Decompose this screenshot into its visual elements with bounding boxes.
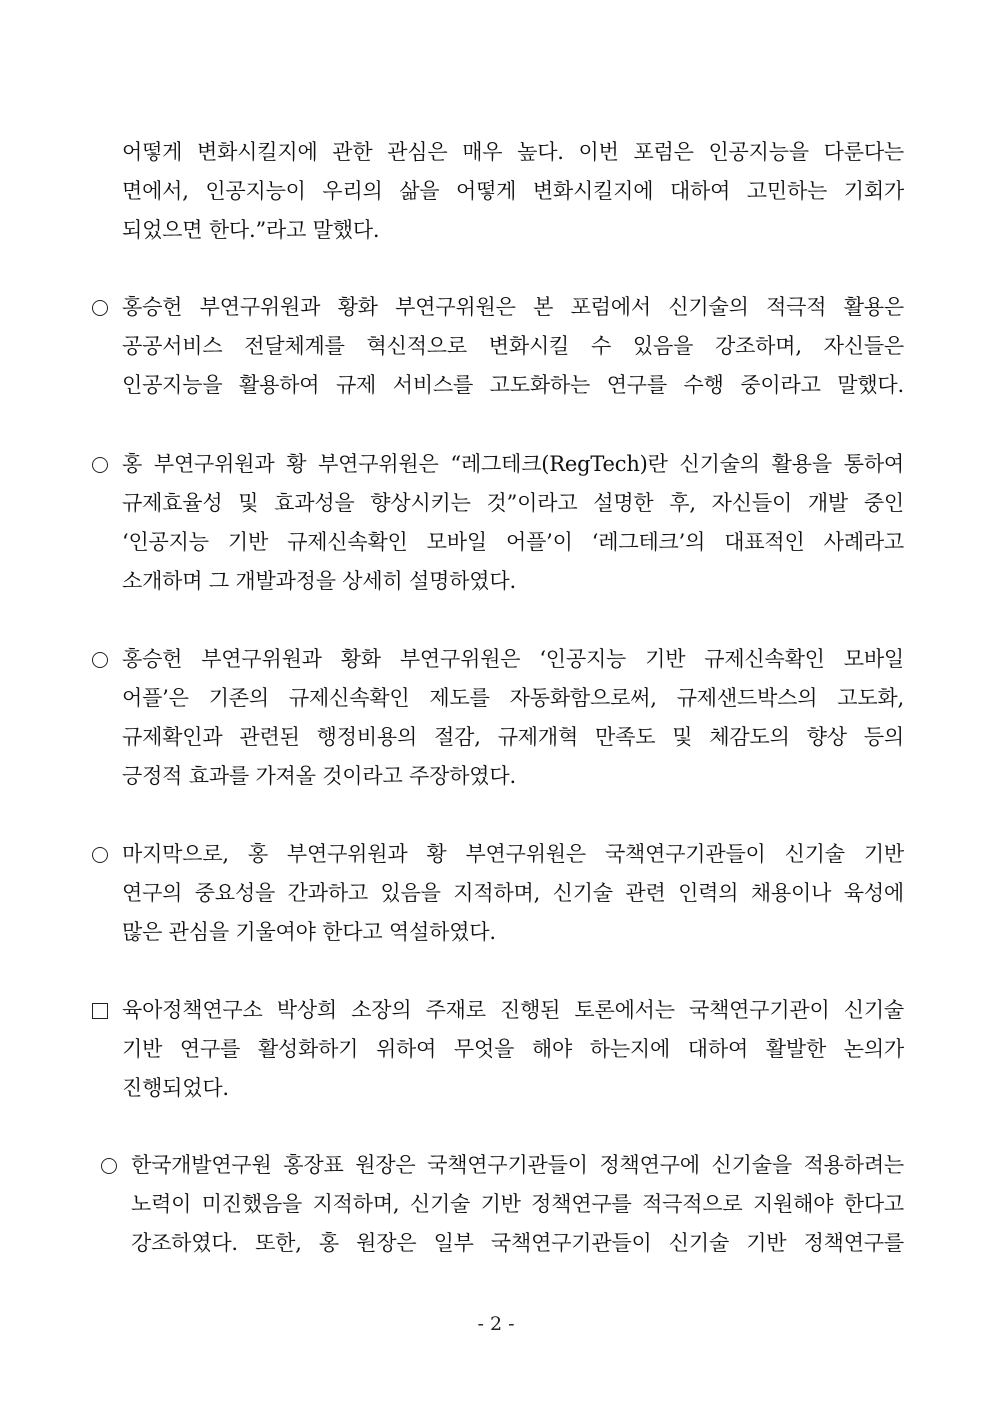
text-line: 되었으면 한다.”라고 말했다. [122, 218, 380, 242]
text-line: 육아정책연구소 박상희 소장의 주재로 진행된 토론에서는 국책연구기관이 신기술 [122, 998, 904, 1022]
text-line: 기반 연구를 활성화하기 위하여 무엇을 해야 하는지에 대하여 활발한 논의가 [122, 1037, 904, 1061]
text-line: 한국개발연구원 홍장표 원장은 국책연구기관들이 정책연구에 신기술을 적용하려는 [131, 1153, 904, 1177]
text-line: 인공지능을 활용하여 규제 서비스를 고도화하는 연구를 수행 중이라고 말했다. [122, 373, 904, 397]
bullet-paragraph-1 [122, 288, 904, 405]
circle-bullet-icon [92, 652, 108, 668]
text-line: 규제확인과 관련된 행정비용의 절감, 규제개혁 만족도 및 체감도의 향상 등의 [122, 725, 904, 749]
circle-bullet-icon [92, 457, 108, 473]
text-line: 면에서, 인공지능이 우리의 삶을 어떻게 변화시킬지에 대하여 고민하는 기회가 [122, 179, 904, 203]
bullet-paragraph-2 [122, 445, 904, 601]
circle-bullet-icon [101, 1158, 117, 1174]
text-line: 소개하며 그 개발과정을 상세히 설명하였다. [122, 569, 516, 593]
circle-bullet-icon [92, 300, 108, 316]
circle-bullet-icon [92, 847, 108, 863]
text-line: 어떻게 변화시킬지에 관한 관심은 매우 높다. 이번 포럼은 인공지능을 다룬다는 [122, 140, 904, 164]
text-line: 진행되었다. [122, 1076, 229, 1100]
text-line: 마지막으로, 홍 부연구위원과 황 부연구위원은 국책연구기관들이 신기술 기반 [122, 842, 904, 866]
text-line: 홍승헌 부연구위원과 황화 부연구위원은 ‘인공지능 기반 규제신속확인 모바일 [122, 647, 904, 671]
text-line: 긍정적 효과를 가져올 것이라고 주장하였다. [122, 764, 516, 788]
page-number: - 2 - [477, 1313, 515, 1335]
bullet-paragraph-5 [122, 991, 904, 1108]
bullet-paragraph-3 [122, 640, 904, 796]
text-line: 노력이 미진했음을 지적하며, 신기술 기반 정책연구를 적극적으로 지원해야 한다고 [131, 1192, 904, 1216]
text-line: 연구의 중요성을 간과하고 있음을 지적하며, 신기술 관련 인력의 채용이나 육성에 [122, 881, 904, 905]
text-line: 강조하였다. 또한, 홍 원장은 일부 국책연구기관들이 신기술 기반 정책연구를 [131, 1231, 904, 1255]
text-line: 공공서비스 전달체계를 혁신적으로 변화시킬 수 있음을 강조하며, 자신들은 [122, 334, 904, 358]
square-bullet-icon [92, 1003, 108, 1019]
continuation-paragraph [122, 133, 904, 250]
text-line: 많은 관심을 기울여야 한다고 역설하였다. [122, 920, 496, 944]
text-line: 홍승헌 부연구위원과 황화 부연구위원은 본 포럼에서 신기술의 적극적 활용은 [122, 295, 904, 319]
bullet-paragraph-6 [131, 1146, 904, 1263]
text-line: 어플’은 기존의 규제신속확인 제도를 자동화함으로써, 규제샌드박스의 고도화, [122, 686, 904, 710]
bullet-paragraph-4 [122, 835, 904, 952]
text-line: 홍 부연구위원과 황 부연구위원은 “레그테크(RegTech)란 신기술의 활용을 통하여 [122, 452, 904, 476]
text-line: ‘인공지능 기반 규제신속확인 모바일 어플’이 ‘레그테크’의 대표적인 사례라고 [122, 530, 904, 554]
text-line: 규제효율성 및 효과성을 향상시키는 것”이라고 설명한 후, 자신들이 개발 중인 [122, 491, 904, 515]
